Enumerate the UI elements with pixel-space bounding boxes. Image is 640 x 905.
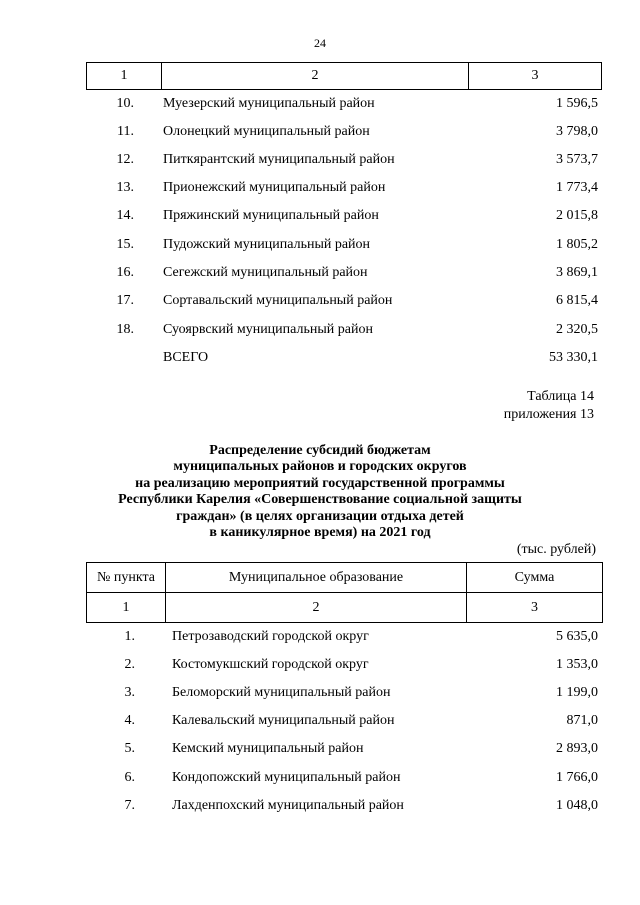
title-line: на реализацию мероприятий государственной программы bbox=[135, 475, 505, 491]
row-name: Лахденпохский муниципальный район bbox=[172, 798, 404, 813]
row-number: 17. bbox=[116, 293, 134, 308]
row-number: 6. bbox=[124, 770, 135, 785]
header-item-number: № пункта bbox=[87, 563, 166, 593]
total-label: ВСЕГО bbox=[163, 350, 209, 365]
table-row bbox=[0, 796, 640, 816]
row-name: Костомукшский городской округ bbox=[172, 657, 369, 672]
row-name: Муезерский муниципальный район bbox=[163, 96, 375, 111]
row-number: 7. bbox=[124, 798, 135, 813]
row-number: 5. bbox=[124, 741, 135, 756]
row-value: 5 635,0 bbox=[556, 629, 598, 644]
table2-header bbox=[86, 562, 603, 623]
row-name: Калевальский муниципальный район bbox=[172, 713, 395, 728]
table1-header-col3: 3 bbox=[469, 63, 602, 90]
row-value: 1 773,4 bbox=[556, 180, 598, 195]
page-number: 24 bbox=[314, 36, 326, 50]
row-number: 2. bbox=[124, 657, 135, 672]
row-name: Пудожский муниципальный район bbox=[163, 237, 371, 252]
row-value: 1 353,0 bbox=[556, 657, 598, 672]
table-caption bbox=[504, 388, 594, 424]
row-name: Кондопожский муниципальный район bbox=[172, 770, 401, 785]
title-line: Распределение субсидий бюджетам bbox=[209, 443, 431, 458]
row-number: 15. bbox=[116, 237, 134, 252]
row-number: 4. bbox=[124, 713, 135, 728]
row-value: 3 573,7 bbox=[556, 152, 598, 167]
row-name: Петрозаводский городской округ bbox=[172, 629, 369, 644]
header-col1-number: 1 bbox=[87, 593, 166, 623]
row-number: 18. bbox=[116, 322, 134, 337]
row-value: 6 815,4 bbox=[556, 293, 598, 308]
header-sum: Сумма bbox=[467, 563, 603, 593]
table-total-row bbox=[0, 348, 640, 368]
table-row bbox=[0, 711, 640, 731]
table-row bbox=[0, 94, 640, 114]
table1-header-col2: 2 bbox=[162, 63, 469, 90]
table-row bbox=[0, 178, 640, 198]
row-value: 871,0 bbox=[566, 713, 598, 728]
row-number: 12. bbox=[116, 152, 134, 167]
row-value: 2 015,8 bbox=[556, 208, 598, 223]
title-line: муниципальных районов и городских округов bbox=[173, 459, 467, 475]
table-row bbox=[0, 320, 640, 340]
row-name: Кемский муниципальный район bbox=[172, 741, 364, 756]
header-municipality: Муниципальное образование bbox=[166, 563, 467, 593]
table-row bbox=[0, 263, 640, 283]
row-number: 3. bbox=[124, 685, 135, 700]
table-row bbox=[0, 627, 640, 647]
table1-header-col1: 1 bbox=[87, 63, 162, 90]
table-row bbox=[0, 291, 640, 311]
row-value: 3 869,1 bbox=[556, 265, 598, 280]
title-line: Республики Карелия «Совершенствование социальной защиты bbox=[118, 492, 522, 508]
caption-table-number: Таблица 14 bbox=[527, 389, 594, 404]
row-name: Суоярвский муниципальный район bbox=[163, 322, 373, 337]
row-value: 1 048,0 bbox=[556, 798, 598, 813]
row-number: 11. bbox=[117, 124, 134, 139]
row-value: 2 320,5 bbox=[556, 322, 598, 337]
row-value: 3 798,0 bbox=[556, 124, 598, 139]
table-row bbox=[0, 739, 640, 759]
title-line: в каникулярное время) на 2021 год bbox=[209, 525, 431, 541]
row-number: 10. bbox=[116, 96, 134, 111]
row-name: Питкярантский муниципальный район bbox=[163, 152, 395, 167]
table-row bbox=[0, 122, 640, 142]
total-value: 53 330,1 bbox=[549, 350, 598, 365]
table-row bbox=[0, 150, 640, 170]
header-col2-number: 2 bbox=[166, 593, 467, 623]
caption-appendix: приложения 13 bbox=[503, 407, 594, 422]
table1-header bbox=[86, 62, 602, 90]
row-name: Сортавальский муниципальный район bbox=[163, 293, 393, 308]
row-name: Олонецкий муниципальный район bbox=[163, 124, 370, 139]
row-value: 2 893,0 bbox=[556, 741, 598, 756]
row-number: 16. bbox=[116, 265, 134, 280]
row-number: 1. bbox=[124, 629, 135, 644]
row-value: 1 766,0 bbox=[556, 770, 598, 785]
row-name: Прионежский муниципальный район bbox=[163, 180, 386, 195]
table-row bbox=[0, 206, 640, 226]
row-value: 1 805,2 bbox=[556, 237, 598, 252]
row-name: Сегежский муниципальный район bbox=[163, 265, 368, 280]
table-row bbox=[0, 768, 640, 788]
row-name: Беломорский муниципальный район bbox=[172, 685, 391, 700]
row-number: 14. bbox=[116, 208, 134, 223]
row-number: 13. bbox=[116, 180, 134, 195]
row-value: 1 199,0 bbox=[556, 685, 598, 700]
table-row bbox=[0, 683, 640, 703]
row-name: Пряжинский муниципальный район bbox=[163, 208, 379, 223]
document-title bbox=[80, 443, 560, 541]
table-row bbox=[0, 235, 640, 255]
row-value: 1 596,5 bbox=[556, 96, 598, 111]
table-row bbox=[0, 655, 640, 675]
header-col3-number: 3 bbox=[467, 593, 603, 623]
units-label: (тыс. рублей) bbox=[516, 542, 596, 557]
title-line: граждан» (в целях организации отдыха детей bbox=[176, 508, 464, 524]
